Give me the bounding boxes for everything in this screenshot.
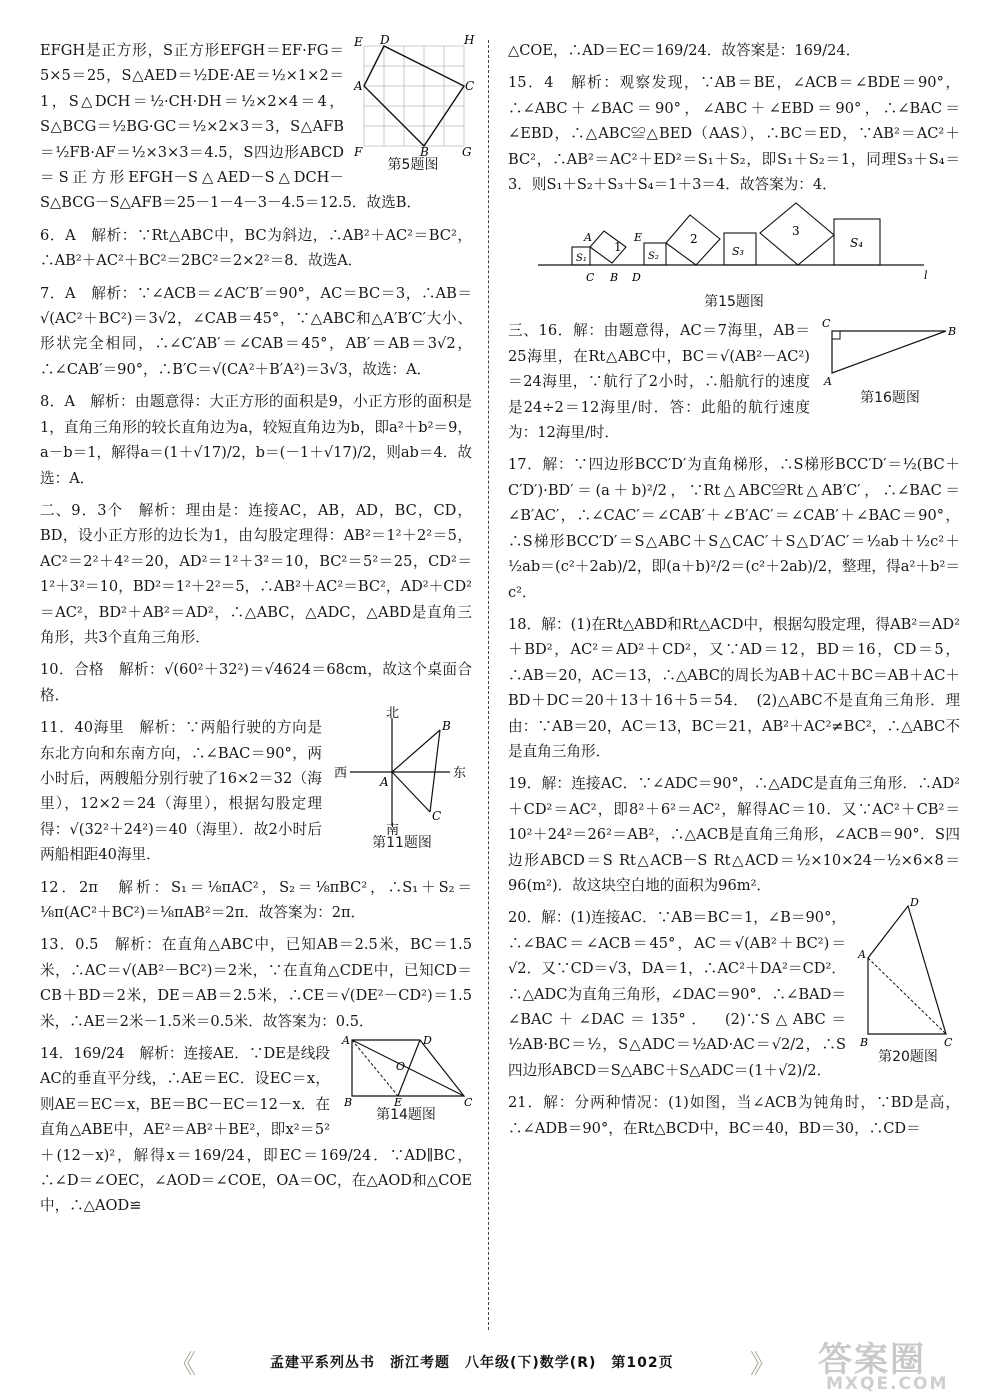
- figure-15-caption: 第15题图: [704, 294, 764, 311]
- solution-17: 17．解：∵四边形BCC′D′为直角梯形，∴S梯形BCC′D′＝½(BC＋C′D′)·BD′＝(a＋b)²/2，∵Rt△ABC≌Rt△AB′C′，∴∠BAC＝∠B′AC′，∴∠CAC′＝∠CAB′＋∠B′AC′＝∠CAB′＋∠BAC＝90°，∴S梯形BCC′D′＝S△ABC＋S△CAC′＋S△D′AC′＝½ab＋½c²＋½ab＝(c²＋2ab)/2，即(a＋b)²/2＝(c²＋2ab)/2，整理，得a²＋b²＝c²．: [508, 456, 960, 601]
- left-chevron-icon: 《: [170, 1350, 197, 1380]
- watermark-url: MXQE.COM: [826, 1374, 949, 1394]
- label-E: E: [354, 35, 363, 49]
- label-E: E: [634, 231, 643, 245]
- label-B: B: [948, 325, 957, 339]
- figure-15: [534, 201, 934, 311]
- figure-14-caption: 第14题图: [376, 1107, 436, 1124]
- figure-14-diagram: [340, 1034, 473, 1110]
- label-C: C: [464, 1096, 473, 1110]
- label-C: C: [465, 79, 475, 93]
- label-3: 3: [792, 224, 800, 239]
- solution-20: 20．解：(1)连接AC．∵AB＝BC＝1，∠B＝90°，∴∠BAC＝∠ACB＝45°，AC＝√(AB²＋BC²)＝√2．又∵CD＝√3，DA＝1，∴AC²＋DA²＝CD²．∴△ADC为直角三角形，∠DAC＝90°．∴∠BAD＝∠BAC＋∠DAC＝135°． (2)∵S△ABC＝½AB·BC＝½，S△ADC＝½AD·AC＝√2/2，∴S四边形ABCD＝S△ABC＋S△ADC＝(1＋√2)/2．: [508, 909, 846, 1079]
- label-D: D: [910, 896, 919, 910]
- solution-7: 7．A 解析：∵∠ACB＝∠AC′B′＝90°，AC＝BC＝3，∴AB＝√(AC²＋BC²)＝3√2，∠CAB＝45°，∵△ABC和△A′B′C′大小、形状完全相同，∴∠C′AB′＝∠CAB＝45°，AB′＝AB＝3√2，∴∠CAB′＝90°，∴B′C＝√(CA²＋B′A²)＝3√3，故选：A．: [40, 284, 472, 378]
- figure-5-caption: 第5题图: [387, 157, 439, 173]
- solution-12: 12．2π 解析：S₁＝⅛πAC²，S₂＝⅛πBC²，∴S₁＋S₂＝⅛π(AC²＋BC²)＝⅛πAB²＝2π．故答案为：2π．: [40, 878, 472, 921]
- label-A: A: [342, 1034, 350, 1048]
- label-D: D: [380, 33, 390, 47]
- watermark-title: 答案圈: [818, 1340, 926, 1380]
- label-C: C: [822, 317, 831, 331]
- solution-14-end: △COE，∴AD＝EC＝169/24．故答案是：169/24．: [508, 42, 861, 59]
- label-H: H: [464, 33, 475, 47]
- solution-11: 11．40海里 解析：∵两船行驶的方向是东北方向和东南方向，∴∠BAC＝90°，两小时后，两艘船分别行驶了16×2＝32（海里），12×2＝24（海里），根据勾股定理得：√(32²＋24²)＝40（海里）．故2小时后两船相距40海里．: [40, 719, 322, 864]
- label-A: A: [824, 375, 832, 389]
- figure-20: [856, 898, 960, 1066]
- label-D: D: [632, 271, 641, 285]
- figure-16: [820, 317, 960, 407]
- column-divider: [488, 40, 489, 1330]
- label-F: F: [354, 145, 363, 159]
- solution-5-end: EFGH是正方形，S正方形EFGH＝EF·FG＝5×5＝25，S△AED＝½DE·AE＝½×1×2＝1，S△DCH＝½·CH·DH＝½×2×4＝4，S△BCG＝½BG·GC＝½×2×3＝3，S△AFB＝½FB·AF＝½×3×3＝4.5，S四边形ABCD＝S正方形EFGH－S△AED－S△DCH－S△BCG－S△AFB＝25－1－4－3－4.5＝12.5．故选B．: [40, 42, 422, 212]
- label-north: 北: [386, 706, 400, 722]
- solution-6: 6．A 解析：∵Rt△ABC中，BC为斜边，∴AB²＋AC²＝BC²，∴AB²＋AC²＋BC²＝2BC²＝2×2²＝8．故选A．: [40, 226, 472, 270]
- figure-15-squares: [534, 201, 934, 293]
- solution-15: 15．4 解析：观察发现，∵AB＝BE，∠ACB＝∠BDE＝90°，∴∠ABC＋∠BAC＝90°，∠ABC＋∠EBD＝90°，∴∠BAC＝∠EBD，∴△ABC≌△BED（AAS），∴BC＝ED，∵AB²＝AC²＋BC²，∴AB²＝AC²＋ED²＝S₁＋S₂，即S₁＋S₂＝1，同理S₃＋S₄＝3．则S₁＋S₂＋S₃＋S₄＝1＋3＝4．故答案为：4．: [508, 74, 960, 194]
- label-S3: S₃: [732, 245, 744, 259]
- label-S4: S₄: [850, 236, 864, 251]
- footer-text: 孟建平系列丛书 浙江考题 八年级(下)数学(R) 第102页: [270, 1355, 674, 1371]
- figure-11-compass: [332, 706, 472, 839]
- figure-20-quadrilateral: [856, 898, 960, 1048]
- solution-19: 19．解：连接AC．∵∠ADC＝90°，∴△ADC是直角三角形．∴AD²＋CD²＝AC²，即8²＋6²＝AC²，解得AC＝10．又∵AC²＋CB²＝10²＋24²＝26²＝AB²，∴△ACB是直角三角形，∠ACB＝90°．S四边形ABCD＝S Rt△ACB－S Rt△ACD＝½×10×24－½×6×8＝96(m²)．故这块空白地的面积为96m²．: [508, 775, 960, 894]
- figure-16-triangle: [820, 317, 960, 389]
- label-west: 西: [334, 766, 348, 782]
- label-l: l: [924, 269, 928, 283]
- label-C: C: [944, 1036, 953, 1050]
- figure-5-grid: [354, 33, 475, 159]
- solution-18: 18．解：(1)在Rt△ABD和Rt△ACD中，根据勾股定理，得AB²＝AD²＋BD²，AC²＝AD²＋CD²，又∵AD＝12，BD＝16，CD＝5，∴AB＝20，AC＝13，∴△ABC的周长为AB＋AC＋BC＝AB＋AC＋BD＋DC＝20＋13＋16＋5＝54． (2)△ABC不是直角三角形．理由：∵AB＝20，AC＝13，BC＝21，AB²＋AC²≠BC²，∴△ABC不是直角三角形．: [508, 615, 960, 760]
- solution-8: 8．A 解析：由题意得：大正方形的面积是9，小正方形的面积是1，直角三角形的较长直角边为a，较短直角边为b，即a²＋b²＝9，a－b＝1，解得a＝(1＋√17)/2，b＝(－1＋√17)/2，则ab＝4．故选：A．: [40, 393, 472, 487]
- figure-11: [332, 708, 472, 852]
- label-B: B: [610, 271, 619, 285]
- label-B: B: [442, 719, 451, 734]
- label-east: 东: [453, 766, 467, 782]
- figure-14: [340, 1034, 472, 1124]
- label-2: 2: [690, 232, 698, 247]
- label-E: E: [394, 1096, 403, 1110]
- label-G: G: [462, 145, 472, 159]
- label-O: O: [396, 1060, 406, 1074]
- label-B: B: [860, 1036, 869, 1050]
- label-D: D: [423, 1034, 432, 1048]
- label-B: B: [420, 145, 429, 159]
- label-C: C: [432, 809, 442, 824]
- label-A: A: [858, 948, 866, 962]
- watermark: [818, 1332, 988, 1396]
- label-1: 1: [614, 240, 622, 255]
- figure-5: [354, 33, 475, 174]
- solution-14: 14．169/24 解析：连接AE．∵DE是线段AC的垂直平分线，∴AE＝EC．设EC＝x，则AE＝EC＝x，BE＝BC－EC＝12－x．在直角△ABE中，AE²＝AB²＋BE²，即x²＝5²＋(12－x)²，解得x＝169/24，即EC＝169/24．∵AD∥BC，∴∠D＝∠OEC，∠AOD＝∠COE，OA＝OC，在△AOD和△COE中，∴△AOD≌: [40, 1045, 472, 1215]
- figure-16-caption: 第16题图: [860, 390, 920, 407]
- label-south: 南: [386, 823, 400, 839]
- solution-10: 10．合格 解析：√(60²＋32²)＝√4624＝68cm，故这个桌面合格．: [40, 661, 472, 704]
- page-footer: [170, 1350, 830, 1380]
- right-chevron-icon: 》: [750, 1350, 777, 1380]
- label-A: A: [380, 775, 389, 790]
- solution-16: 三、16．解：由题意得，AC＝7海里，AB＝25海里，在Rt△ABC中，BC＝√(AB²－AC²)＝24海里，∵航行了2小时，∴船航行的速度是24÷2＝12海里/时．答：此船的航行速度为：12海里/时．: [508, 322, 810, 442]
- label-B: B: [344, 1096, 353, 1110]
- solution-13: 13．0.5 解析：在直角△ABC中，已知AB＝2.5米，BC＝1.5米，∴AC＝√(AB²－BC²)＝2米，∵在直角△CDE中，已知CD＝CB＋BD＝2米，DE＝AB＝2.5米，∴CE＝√(DE²－CD²)＝1.5米，∴AE＝2米－1.5米＝0.5米．故答案为：0.5．: [40, 936, 472, 1030]
- right-column: [508, 38, 960, 1141]
- label-A: A: [354, 79, 363, 93]
- label-C: C: [586, 271, 595, 285]
- label-S2: S₂: [648, 251, 659, 263]
- solution-9: 二、9．3个 解析：理由是：连接AC，AB，AD，BC，CD，BD，设小正方形的边长为1，由勾股定理得：AB²＝1²＋2²＝5，AC²＝2²＋4²＝20，AD²＝1²＋3²＝10，BC²＝5²＝25，CD²＝1²＋3²＝10，BD²＝1²＋2²＝5，∴AB²＋AC²＝BC²，AD²＋CD²＝AC²，BD²＋AB²＝AD²，∴△ABC，△ADC，△ABD是直角三角形，共3个直角三角形．: [40, 501, 472, 646]
- solution-21: 21．解：分两种情况：(1)如图，当∠ACB为钝角时，∵BD是高，∴∠ADB＝90°，在Rt△BCD中，BC＝40，BD＝30，∴CD＝: [508, 1094, 960, 1137]
- figure-11-caption: 第11题图: [372, 835, 432, 852]
- figure-20-caption: 第20题图: [878, 1049, 938, 1066]
- label-S1: S₁: [576, 253, 587, 265]
- left-column: [40, 33, 475, 1219]
- label-A: A: [584, 231, 592, 245]
